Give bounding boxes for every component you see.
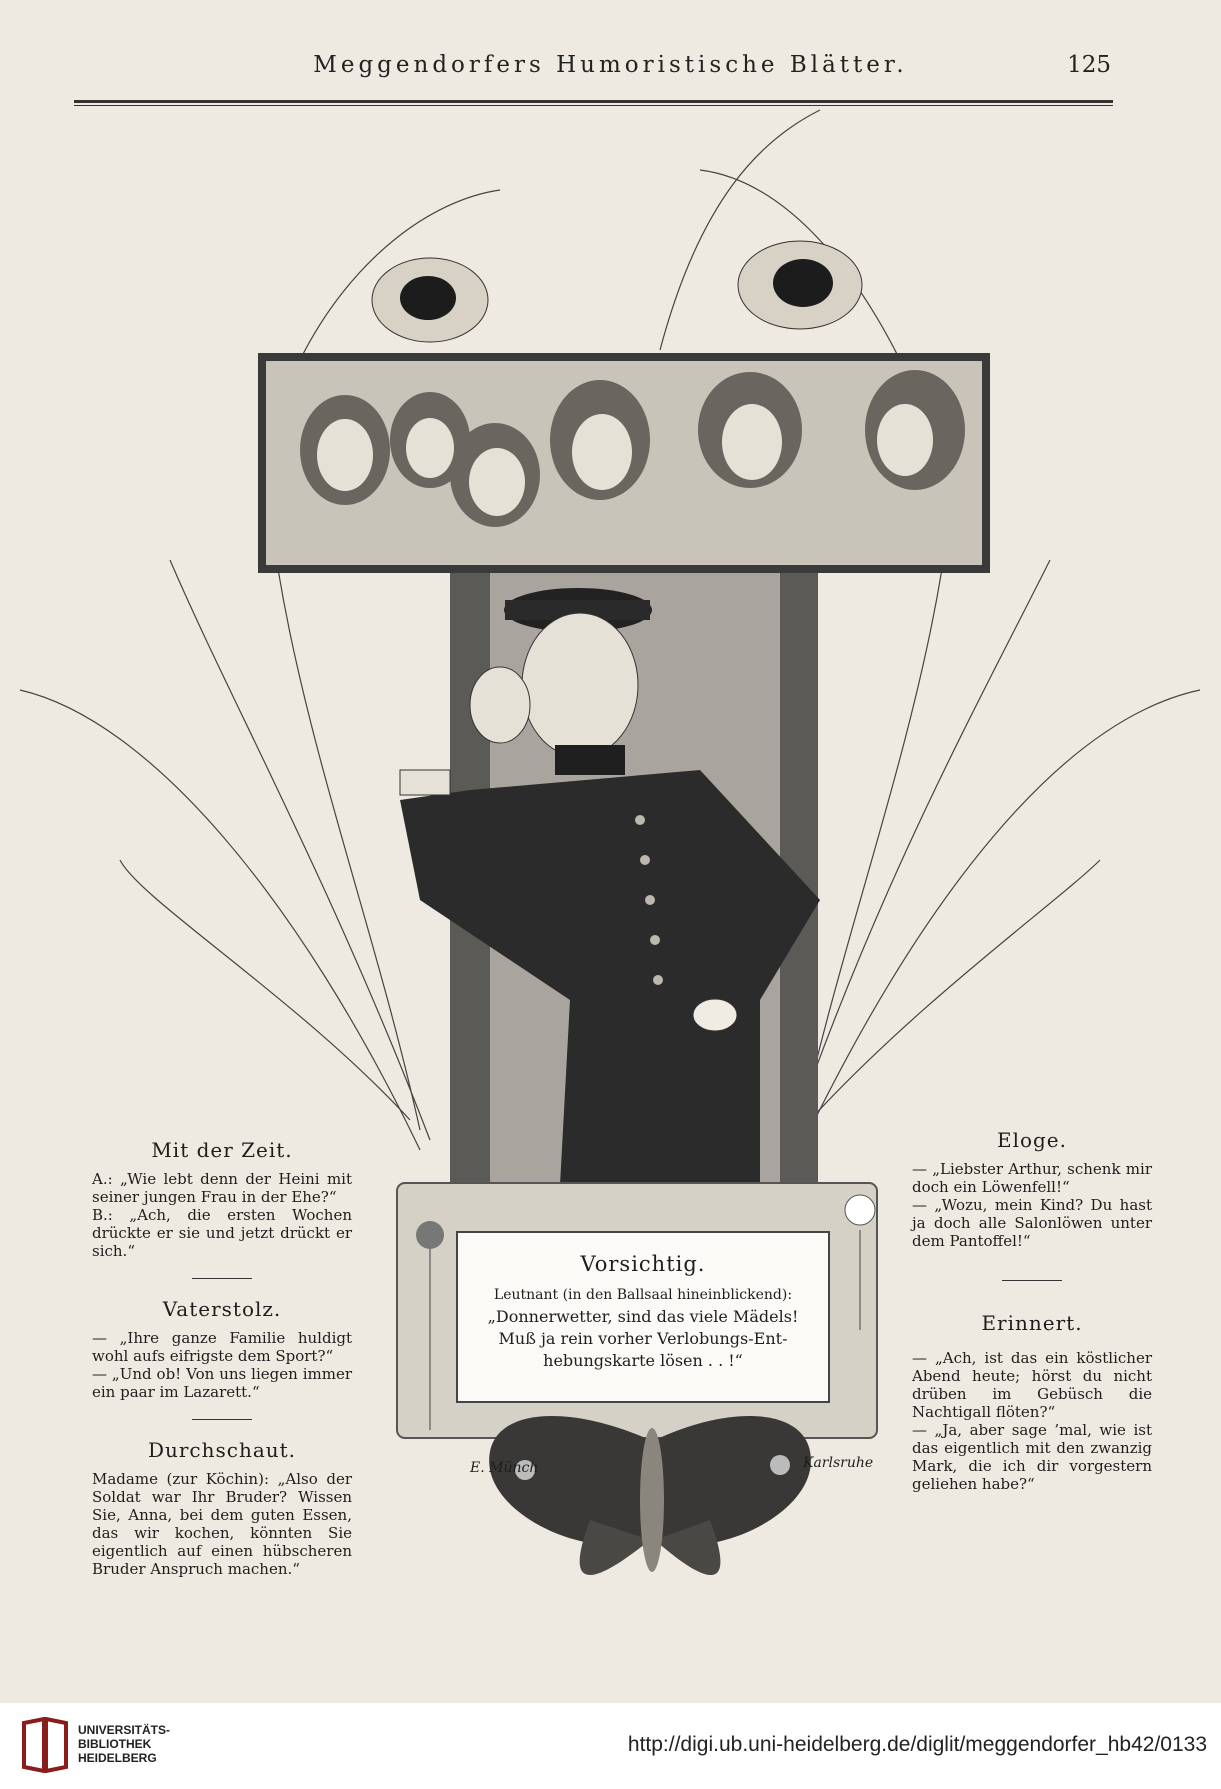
box-line: „Donnerwetter, sind das viele Mädels! [487,1307,799,1326]
daisy-flower [845,1195,875,1225]
library-name-line: BIBLIOTHEK [78,1737,152,1751]
library-logo-icon [20,1717,70,1773]
section-separator [192,1419,252,1420]
dialog-line: — „Liebster Arthur, schenk mir doch ein Löwenfell!“ [912,1160,1152,1196]
section-title-vaterstolz: Vaterstolz. [162,1297,282,1321]
box-line: hebungskarte lösen . . !“ [543,1351,743,1370]
right-column [912,1128,1152,1493]
peacock-eye-left-center [400,276,456,320]
section-title-durchschaut: Durchschaut. [147,1438,297,1462]
dialog-line: — „Ihre ganze Familie huldigt wohl aufs eifrigste dem Sport?“ [92,1329,352,1365]
box-line: Muß ja rein vorher Verlobungs-Ent- [498,1329,788,1348]
section-title-vorsichtig: Vorsichtig. [580,1252,706,1276]
section-title-erinnert: Erinnert. [981,1311,1083,1335]
butterfly [489,1416,811,1575]
section-title-eloge: Eloge. [996,1128,1068,1152]
left-column [92,1138,352,1578]
peacock-eye-right-center [773,259,833,307]
artist-signature: E. Münch [470,1460,539,1476]
dialog-line: — „Wozu, mein Kind? Du hast ja doch alle Salonlöwen unter dem Pantoffel!“ [912,1196,1152,1250]
dialog-line: Madame (zur Köchin): „Also der Soldat war Ihr Bruder? Wissen Sie, Anna, bei dem guten Essen, das wir kochen, könnten Sie eigentlich auf einen hübscheren Bruder Anspruch machen.“ [92,1470,352,1578]
library-name-line: HEIDELBERG [78,1751,157,1765]
permalink-url[interactable]: http://digi.ub.uni-heidelberg.de/diglit/meggendorfer_hb42/0133 [627,1733,1207,1756]
speaker-line: Leutnant (in den Ballsaal hineinblickend): [493,1287,793,1303]
dialog-line: B.: „Ach, die ersten Wochen drückte er sie und jetzt drückt er sich.“ [92,1206,352,1260]
dialog-line: — „Ja, aber sage ’mal, wie ist das eigentlich mit den zwanzig Mark, die ich dir vorgestern geliehen habe?“ [912,1421,1152,1493]
section-title-mit-der-zeit: Mit der Zeit. [151,1138,293,1162]
thistle-flower [416,1221,444,1249]
library-name-line: UNIVERSITÄTS- [78,1723,171,1737]
footer-bar [0,1703,1221,1789]
dialog-line: A.: „Wie lebt denn der Heini mit seiner jungen Frau in der Ehe?“ [92,1170,352,1206]
section-separator [1002,1280,1062,1281]
page-header-title: Meggendorfers Humoristische Blätter. [313,52,908,78]
section-separator [192,1278,252,1279]
place-signature: Karlsruhe [803,1455,874,1471]
center-box-text [465,1252,821,1372]
page-number: 125 [1067,52,1111,78]
dialog-line: — „Und ob! Von uns liegen immer ein paar im Lazarett.“ [92,1365,352,1401]
dialog-line: — „Ach, ist das ein köstlicher Abend heute; hörst du nicht drüben im Gebüsch die Nachtigall flöten?“ [912,1349,1152,1421]
library-name [78,1723,170,1765]
